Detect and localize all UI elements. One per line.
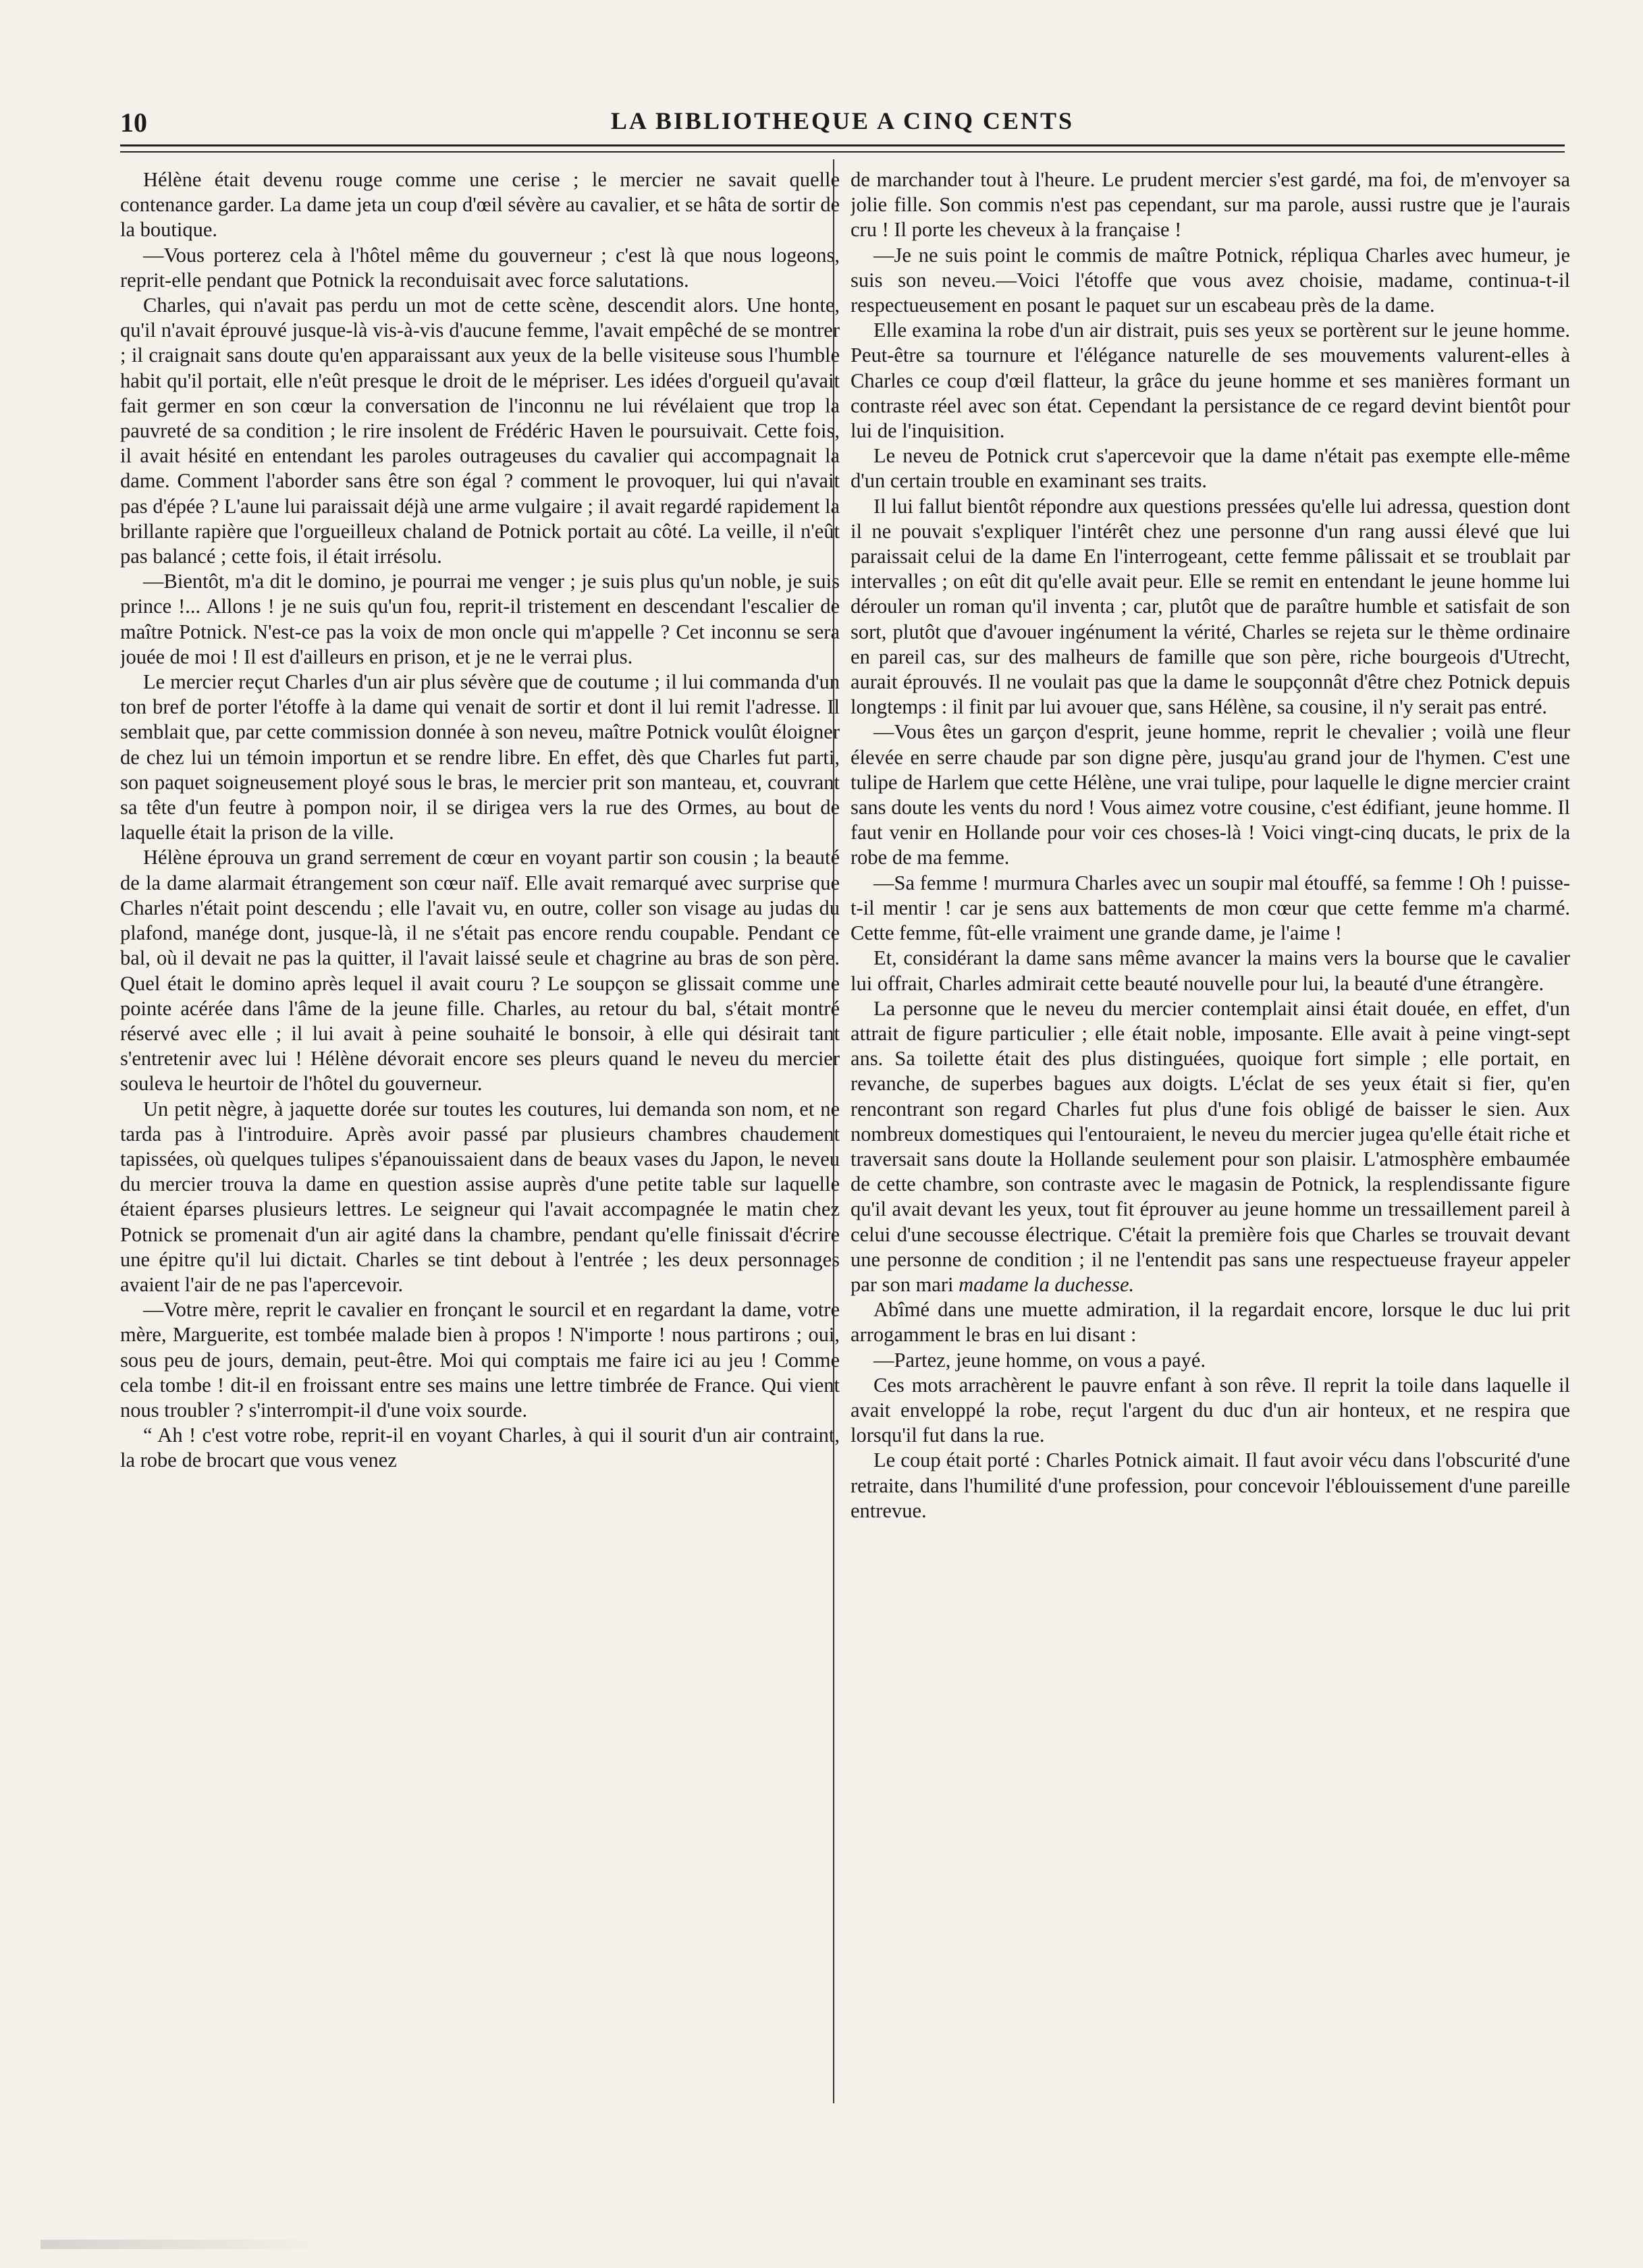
paragraph: Ces mots arrachèrent le pauvre enfant à son rêve. Il reprit la toile dans laquelle il avait enveloppé la robe, reçut l'argent du duc d'un air honteux, et ne respira que lorsqu'il fut dans la rue. xyxy=(851,1373,1570,1447)
paragraph: Le mercier reçut Charles d'un air plus sévère que de coutume ; il lui commanda d'un ton bref de porter l'étoffe à la dame qui venait de sortir et dont il lui remit l'adresse. Il semblait que, par cette commission donnée à son neveu, maître Potnick voulût éloigner de chez lui un témoin importun et se rendre libre. En effet, dès que Charles fut parti, son paquet soigneusement ployé sous le bras, le mercier prit son manteau, et, couvrant sa tête d'un feutre à pompon noir, il se dirigea vers la rue des Ormes, au bout de laquelle était la prison de la ville. xyxy=(120,670,840,844)
paragraph: —Vous êtes un garçon d'esprit, jeune homme, reprit le chevalier ; voilà une fleur élevée en serre chaude par son digne père, jusqu'au grand jour de l'hymen. C'est une tulipe de Harlem que cette Hélène, une vrai tulipe, pour laquelle le digne mercier craint sans doute les vents du nord ! Vous aimez votre cousine, c'est édifiant, jeune homme. Il faut venir en Hollande pour voir ces choses-là ! Voici vingt-cinq ducats, le prix de la robe de ma femme. xyxy=(851,720,1570,869)
italic-phrase: madame la duchesse. xyxy=(959,1272,1135,1296)
header-rule-thin xyxy=(120,151,1565,153)
paragraph: Un petit nègre, à jaquette dorée sur toutes les coutures, lui demanda son nom, et ne tarda pas à l'introduire. Après avoir passé par plusieurs chambres chaudement tapissées, où quelques tulipes s'épanouissaient dans de beaux vases du Japon, le neveu du mercier trouva la dame en question assise auprès d'une petite table sur laquelle étaient éparses plusieurs lettres. Le seigneur qui l'avait accompagnée le matin chez Potnick se promenait d'un air agité dans la chambre, pendant qu'elle finissait d'écrire une épitre qu'il lui dictait. Charles se tint debout à l'entrée ; les deux personnages avaient l'air de ne pas l'apercevoir. xyxy=(120,1097,840,1296)
right-column xyxy=(851,167,1570,2111)
paragraph: Abîmé dans une muette admiration, il la regardait encore, lorsque le duc lui prit arrogamment le bras en lui disant : xyxy=(851,1298,1570,1347)
paragraph xyxy=(851,996,1570,1297)
paragraph: —Sa femme ! murmura Charles avec un soupir mal étouffé, sa femme ! Oh ! puisse-t-il mentir ! car je sens aux battements de mon cœur que cette femme m'a charmé. Cette femme, fût-elle vraiment une grande dame, je l'aime ! xyxy=(851,871,1570,945)
paragraph: Hélène était devenu rouge comme une cerise ; le mercier ne savait quelle contenance garder. La dame jeta un coup d'œil sévère au cavalier, et se hâta de sortir de la boutique. xyxy=(120,168,840,242)
paragraph: —Je ne suis point le commis de maître Potnick, répliqua Charles avec humeur, je suis son neveu.—Voici l'étoffe que vous avez choisie, madame, continua-t-il respectueusement en posant le paquet sur un escabeau près de la dame. xyxy=(851,243,1570,317)
paragraph-text: La personne que le neveu du mercier contemplait ainsi était douée, en effet, d'un attrait de figure particulier ; elle était noble, imposante. Elle avait à peine vingt-sept ans. Sa toilette était des plus distinguées, quoique fort simple ; elle portait, en revanche, de superbes bagues aux doigts. L'éclat de ses yeux était si fier, qu'en rencontrant son regard Charles fut plus d'une fois obligé de baisser le sien. Aux nombreux domestiques qui l'entouraient, le neveu du mercier jugea qu'elle était riche et traversait sans doute la Hollande seulement pour son plaisir. L'atmosphère embaumée de cette chambre, son contraste avec le magasin de Potnick, la resplendissante figure qu'il avait devant les yeux, tout fit éprouver au jeune homme un tressaillement pareil à celui d'une secousse électrique. C'était la première fois que Charles se trouvait devant une personne de condition ; il ne l'entendit pas sans une respectueuse frayeur appeler par son mari xyxy=(851,996,1570,1296)
paragraph: de marchander tout à l'heure. Le prudent mercier s'est gardé, ma foi, de m'envoyer sa jolie fille. Son commis n'est pas cependant, sur ma parole, aussi rustre que je l'aurais cru ! Il porte les cheveux à la française ! xyxy=(851,168,1570,242)
paragraph: —Vous porterez cela à l'hôtel même du gouverneur ; c'est là que nous logeons, reprit-elle pendant que Potnick la reconduisait avec force salutations. xyxy=(120,243,840,292)
paragraph: Elle examina la robe d'un air distrait, puis ses yeux se portèrent sur le jeune homme. Peut-être sa tournure et l'élégance naturelle de ses mouvements valurent-elles à Charles ce coup d'œil flatteur, la grâce du jeune homme et ses manières formant un contraste réel avec son état. Cependant la persistance de ce regard devint bientôt pour lui de l'inquisition. xyxy=(851,319,1570,443)
paragraph: Hélène éprouva un grand serrement de cœur en voyant partir son cousin ; la beauté de la dame alarmait étrangement son cœur naïf. Elle avait remarqué avec surprise que Charles n'était point descendu ; elle l'avait vu, en outre, coller son visage au judas du plafond, manége dont, jusque-là, il ne s'était pas encore rendu coupable. Pendant ce bal, où il devait ne pas la quitter, il l'avait laissé seule et chagrine au bras de son père. Quel était le domino après lequel il avait couru ? Le soupçon se glissait comme une pointe acérée dans l'âme de la jeune fille. Charles, au retour du bal, s'était montré réservé avec elle ; il lui avait à peine souhaité le bonsoir, à elle qui désirait tant s'entretenir avec lui ! Hélène dévorait encore ses pleurs quand le neveu du mercier souleva le heurtoir de l'hôtel du gouverneur. xyxy=(120,846,840,1096)
page-number: 10 xyxy=(120,107,147,138)
header-rule xyxy=(120,144,1565,146)
paragraph: Le coup était porté : Charles Potnick aimait. Il faut avoir vécu dans l'obscurité d'une retraite, dans l'humilité d'une profession, pour concevoir l'éblouissement d'une pareille entrevue. xyxy=(851,1449,1570,1522)
paragraph: —Votre mère, reprit le cavalier en fronçant le sourcil et en regardant la dame, votre mère, Marguerite, est tombée malade bien à propos ! N'importe ! nous partirons ; oui, sous peu de jours, demain, peut-être. Moi qui comptais me faire ici au jeu ! Comme cela tombe ! dit-il en froissant entre ses mains une lettre timbrée de France. Qui vient nous troubler ? s'interrompit-il d'une voix sourde. xyxy=(120,1298,840,1422)
column-divider xyxy=(833,159,834,2103)
paragraph: “ Ah ! c'est votre robe, reprit-il en voyant Charles, à qui il sourit d'un air contraint, la robe de brocart que vous venez xyxy=(120,1424,840,1472)
running-title: LA BIBLIOTHEQUE A CINQ CENTS xyxy=(610,107,1075,134)
page-header xyxy=(120,107,1565,147)
paragraph: Charles, qui n'avait pas perdu un mot de cette scène, descendit alors. Une honte, qu'il n'avait éprouvé jusque-là vis-à-vis d'aucune femme, l'avait empêché de se montrer ; il craignait sans doute qu'en apparaissant aux yeux de la belle visiteuse sous l'humble habit qu'il portait, elle n'eût presque le droit de le mépriser. Les idées d'orgueil qu'avait fait germer en son cœur la conversation de l'inconnu ne lui révélaient que trop la pauvreté de sa condition ; le rire insolent de Frédéric Haven le poursuivait. Cette fois, il avait hésité en entendant les paroles outrageuses du cavalier qui accompagnait la dame. Comment l'aborder sans être son égal ? comment le provoquer, lui qui n'avait pas d'épée ? L'aune lui paraissait déjà une arme vulgaire ; il avait regardé rapidement la brillante rapière que l'orgueilleux chaland de Potnick portait au côté. La veille, il n'eût pas balancé ; cette fois, il était irrésolu. xyxy=(120,294,840,568)
paragraph: —Bientôt, m'a dit le domino, je pourrai me venger ; je suis plus qu'un noble, je suis prince !... Allons ! je ne suis qu'un fou, reprit-il tristement en descendant l'escalier de maître Potnick. N'est-ce pas la voix de mon oncle qui m'appelle ? Cet inconnu se sera jouée de moi ! Il est d'ailleurs en prison, et je ne le verrai plus. xyxy=(120,570,840,668)
print-smudge xyxy=(41,2240,324,2249)
paragraph: Le neveu de Potnick crut s'apercevoir que la dame n'était pas exempte elle-même d'un certain trouble en examinant ses traits. xyxy=(851,444,1570,493)
paragraph: Et, considérant la dame sans même avancer la mains vers la bourse que le cavalier lui offrait, Charles admirait cette beauté nouvelle pour lui, la beauté d'une étrangère. xyxy=(851,946,1570,995)
paragraph: —Partez, jeune homme, on vous a payé. xyxy=(873,1348,1206,1372)
left-column xyxy=(120,167,840,2111)
paragraph: Il lui fallut bientôt répondre aux questions pressées qu'elle lui adressa, question dont il ne pouvait s'expliquer l'intérêt chez une personne d'un rang aussi élevé que lui paraissait celui de la dame En l'interrogeant, cette femme pâlissait et se troublait par intervalles ; on eût dit qu'elle avait peur. Elle se remit en entendant le jeune homme lui dérouler un roman qu'il inventa ; car, plutôt que de paraître humble et satisfait de son sort, plutôt que d'avouer ingénument la vérité, Charles se rejeta sur le thème ordinaire en pareil cas, sur des malheurs de famille que son père, riche bourgeois d'Utrecht, aurait éprouvés. Il ne voulait pas que la dame le soupçonnât d'être chez Potnick depuis longtemps : il finit par lui avouer que, sans Hélène, sa cousine, il n'y serait pas entré. xyxy=(851,494,1570,719)
